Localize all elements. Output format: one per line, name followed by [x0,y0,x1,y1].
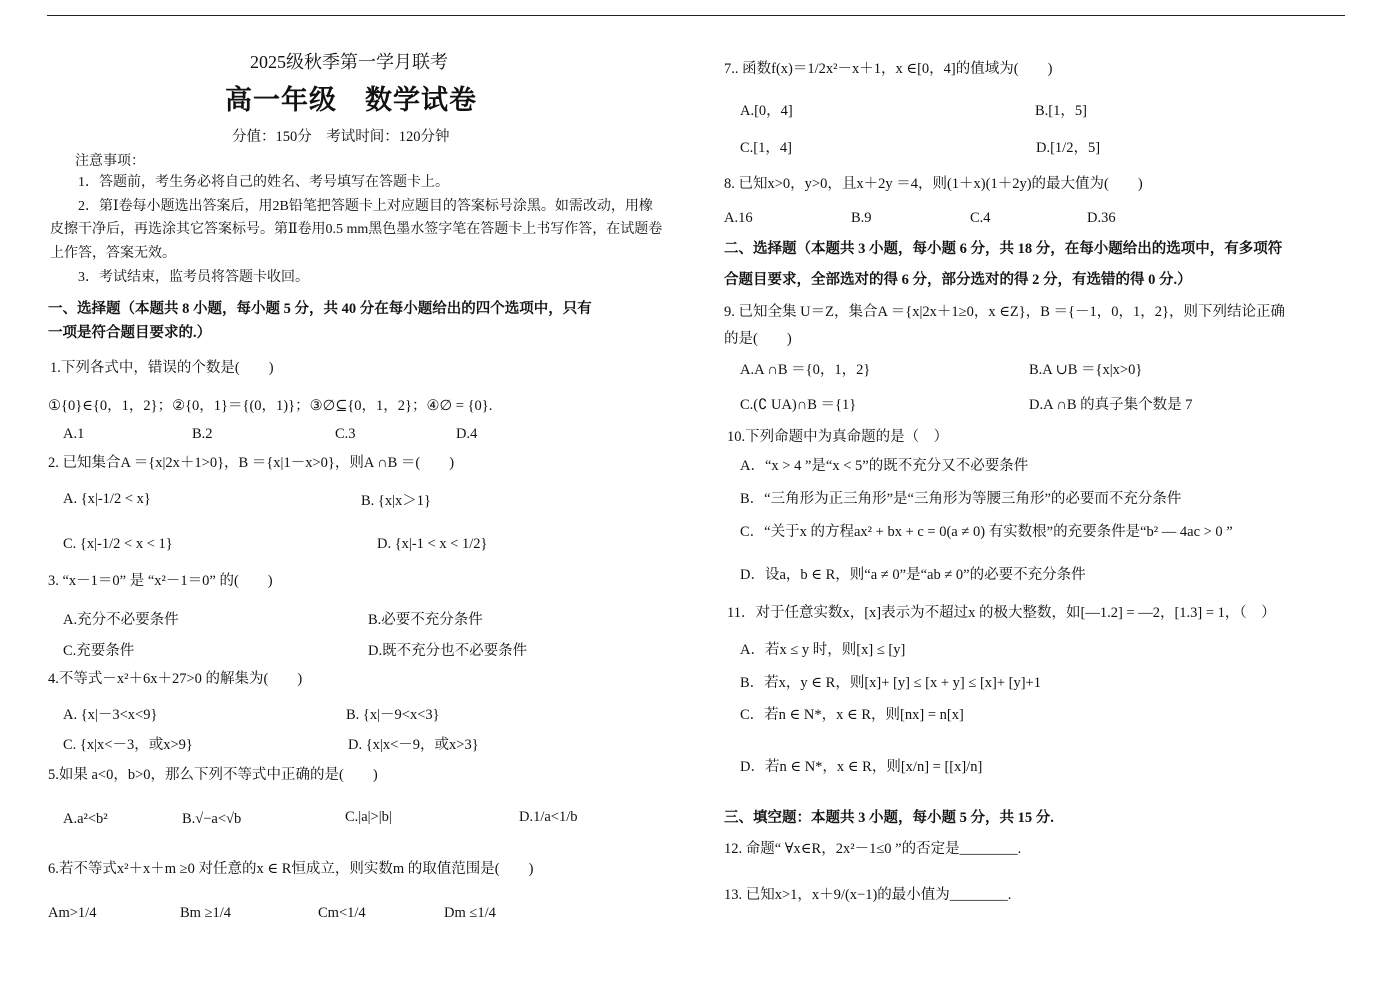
q7-option-a: A.[0，4] [740,103,793,119]
q10-option-b: B．“三角形为正三角形”是“三角形为等腰三角形”的必要而不充分条件 [740,491,1182,507]
note-2b: 皮擦干净后，再选涂其它答案标号。第Ⅱ卷用0.5 mm黑色墨水签字笔在答题卡上书写作答，在试题卷 [50,222,663,237]
section2-line1: 二、选择题（本题共 3 小题，每小题 6 分，共 18 分，在每小题给出的选项中，有多项符 [724,241,1283,257]
q5-option-d: D.1/a<1/b [519,809,578,825]
q4-option-c: C. {x|x<－3，或x>9} [63,737,193,753]
q1-option-b: B.2 [192,426,213,442]
q6-option-a: Am>1/4 [48,905,97,921]
note-2a: 2．第Ⅰ卷每小题选出答案后，用2B铅笔把答题卡上对应题目的答案标号涂黑。如需改动，用橡 [78,199,653,214]
q12-stem: 12. 命题“ ∀x∈R，2x²－1≤0 ”的否定是________. [724,841,1022,857]
q8-stem: 8. 已知x>0，y>0，且x＋2y ＝4，则(1＋x)(1＋2y)的最大值为( ) [724,176,1143,192]
exam-name: 2025级秋季第一学月联考 [250,52,448,72]
page-title: 高一年级 数学试卷 [225,85,477,116]
q2-option-b: B. {x|x＞1} [361,493,431,509]
q1-items: ①{0}∈{0，1，2}；②{0，1}＝{(0，1)}；③∅⊆{0，1，2}；④∅ = {0}. [48,398,493,414]
q10-stem: 10.下列命题中为真命题的是（ ） [727,429,949,445]
q5-option-c: C.|a|>|b| [345,809,392,825]
q10-option-c: C．“关于x 的方程ax² + bx + c = 0(a ≠ 0) 有实数根”的充要条件是“b² — 4ac > 0 ” [740,524,1233,540]
q3-stem: 3. “x－1＝0” 是 “x²－1＝0” 的( ) [48,573,273,589]
q2-option-d: D. {x|-1 < x < 1/2} [377,536,488,552]
q6-option-b: Bm ≥1/4 [180,905,232,921]
q10-option-a: A．“x > 4 ”是“x < 5”的既不充分又不必要条件 [740,458,1029,474]
q6-stem: 6.若不等式x²＋x＋m ≥0 对任意的x ∈ R恒成立，则实数m 的取值范围是( ) [48,861,534,877]
q9-option-b: B.A ∪B ＝{x|x>0} [1029,362,1143,378]
q8-option-d: D.36 [1087,210,1116,226]
q2-option-a: A. {x|-1/2 < x} [63,491,151,507]
q5-option-a: A.a²<b² [63,811,108,827]
q7-option-d: D.[1/2，5] [1036,140,1101,156]
q1-option-d: D.4 [456,426,478,442]
q8-option-a: A.16 [724,210,753,226]
q4-option-d: D. {x|x<－9，或x>3} [348,737,479,753]
section2-line2: 合题目要求，全部选对的得 6 分，部分选对的得 2 分，有选错的得 0 分.） [724,272,1192,288]
q11-option-a: A．若x ≤ y 时，则[x] ≤ [y] [740,642,906,658]
q2-stem: 2. 已知集合A ＝{x|2x＋1>0}，B ＝{x|1－x>0}，则A ∩B ＝( ) [48,455,455,471]
q8-option-c: C.4 [970,210,991,226]
q3-option-c: C.充要条件 [63,643,135,659]
q7-option-b: B.[1，5] [1035,103,1087,119]
q13-stem: 13. 已知x>1，x＋9/(x−1)的最小值为________. [724,887,1012,903]
q11-stem: 11．对于任意实数x，[x]表示为不超过x 的极大整数，如[—1.2] = —2，[1.3] = 1，（ ） [727,605,1276,621]
q2-option-c: C. {x|-1/2 < x < 1} [63,536,173,552]
section1-line2: 一项是符合题目要求的.） [48,325,212,341]
q9-stem-2: 的是( ) [724,331,792,347]
notes-label: 注意事项： [75,154,145,169]
q3-option-a: A.充分不必要条件 [63,612,179,628]
top-rule [47,15,1345,16]
q9-option-a: A.A ∩B ＝{0，1，2} [740,362,871,378]
q8-option-b: B.9 [851,210,872,226]
q11-option-c: C．若n ∈ N*，x ∈ R，则[nx] = n[x] [740,707,964,723]
q6-option-d: Dm ≤1/4 [444,905,496,921]
section3-line1: 三、填空题：本题共 3 小题，每小题 5 分，共 15 分. [724,810,1054,826]
q9-option-c: C.(∁ UA)∩B ＝{1} [740,397,857,413]
q7-stem: 7.. 函数f(x)＝1/2x²－x＋1，x ∈[0，4]的值域为( ) [724,61,1053,77]
q9-option-d: D.A ∩B 的真子集个数是 7 [1029,397,1193,413]
exam-meta: 分值：150分 考试时间：120分钟 [232,129,450,145]
q1-option-c: C.3 [335,426,356,442]
q4-stem: 4.不等式－x²＋6x＋27>0 的解集为( ) [48,671,303,687]
note-3: 3．考试结束，监考员将答题卡收回。 [78,270,309,285]
q1-stem: 1.下列各式中，错误的个数是( ) [50,360,274,376]
q11-option-d: D．若n ∈ N*，x ∈ R，则[x/n] = [[x]/n] [740,759,983,775]
q4-option-b: B. {x|－9<x<3} [346,707,440,723]
q1-option-a: A.1 [63,426,85,442]
note-1: 1．答题前，考生务必将自己的姓名、考号填写在答题卡上。 [78,175,449,190]
q4-option-a: A. {x|－3<x<9} [63,707,158,723]
q5-stem: 5.如果 a<0，b>0，那么下列不等式中正确的是( ) [48,767,378,783]
q9-stem-1: 9. 已知全集 U＝Z，集合A ＝{x|2x＋1≥0，x ∈Z}，B ＝{－1，0，1，2}，则下列结论正确 [724,304,1285,320]
note-2c: 上作答，答案无效。 [50,246,176,261]
q5-option-b: B.√−a<√b [182,811,242,827]
q3-option-b: B.必要不充分条件 [368,612,483,628]
q10-option-d: D．设a，b ∈ R，则“a ≠ 0”是“ab ≠ 0”的必要不充分条件 [740,567,1086,583]
q3-option-d: D.既不充分也不必要条件 [368,643,528,659]
q11-option-b: B．若x，y ∈ R，则[x]+ [y] ≤ [x + y] ≤ [x]+ [y]+1 [740,675,1041,691]
section1-line1: 一、选择题（本题共 8 小题，每小题 5 分，共 40 分在每小题给出的四个选项中，只有 [48,301,592,317]
q7-option-c: C.[1，4] [740,140,792,156]
q6-option-c: Cm<1/4 [318,905,366,921]
